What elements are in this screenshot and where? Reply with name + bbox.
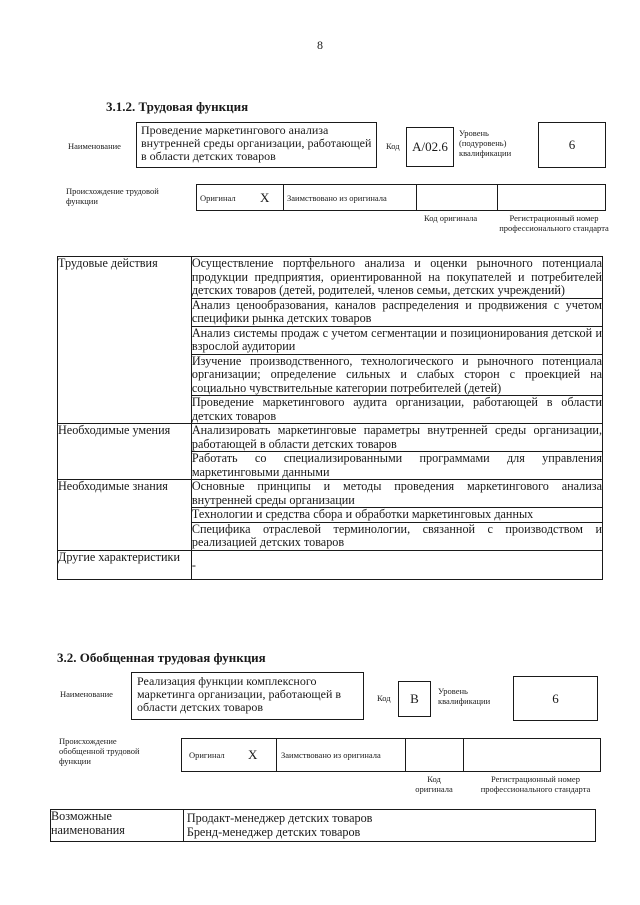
level-label: Уровень квалификации <box>438 686 491 706</box>
original-mark: X <box>248 747 258 762</box>
list-item: Анализ ценообразования, каналов распределения и продвижения с учетом специфики рынка детских товаров <box>191 297 602 325</box>
divider <box>283 185 284 210</box>
origin-label: Происхождение трудовой функции <box>66 186 159 206</box>
general-level-value <box>513 676 598 721</box>
list-item: Технологии и средства сбора и обработки маркетинговых данных <box>191 508 602 523</box>
list-item: - <box>191 550 602 579</box>
code-original-caption: Код оригинала <box>415 774 453 794</box>
list-item: Осуществление портфельного анализа и оценки рыночного потенциала продукции предприятия, ориентированной на покупателей и потребителей детских товаров (детей, родителей, членов семьи, детских учреждений) <box>191 256 602 297</box>
function-code <box>406 127 454 167</box>
list-item: Анализ системы продаж с учетом сегментации и позиционирования детской и взрослой аудитории <box>191 325 602 353</box>
table-row <box>58 550 603 579</box>
borrowed-label: Заимствовано из оригинала <box>287 193 387 203</box>
section-heading: 3.2. Обобщенная трудовая функция <box>57 650 266 665</box>
page-number: 8 <box>317 38 323 52</box>
divider <box>416 185 417 210</box>
origin-row <box>181 738 601 772</box>
list-item: Специфика отраслевой терминологии, связанной с производством и реализацией детских товаров <box>191 521 602 549</box>
section-heading: 3.1.2. Трудовая функция <box>106 99 249 114</box>
divider <box>276 739 277 771</box>
original-mark: X <box>260 190 270 205</box>
origin-row <box>196 184 606 211</box>
list-item: Продакт-менеджер детских товаров <box>186 811 373 825</box>
list-item: Анализировать маркетинговые параметры внутренней среды организации, работающей в области детских товаров <box>191 423 602 451</box>
divider <box>463 739 464 771</box>
general-function-code <box>398 681 431 717</box>
general-level-value-text: 6 <box>552 690 559 706</box>
level-value-text: 6 <box>568 137 576 152</box>
function-code-text: A/02.6 <box>412 139 448 154</box>
name-label: Наименование <box>68 141 121 151</box>
level-label: Уровень (подуровень) квалификации <box>459 128 512 158</box>
function-name-text: Проведение маркетингового анализа внутренней среды организации, работающей в области детских товаров <box>141 123 372 163</box>
code-original-caption: Код оригинала <box>424 213 478 223</box>
code-label: Код <box>386 141 400 151</box>
table-row <box>58 424 603 452</box>
possible-names-table <box>50 809 596 842</box>
borrowed-label: Заимствовано из оригинала <box>281 750 381 760</box>
original-label: Оригинал <box>200 193 236 203</box>
name-label: Наименование <box>60 689 113 699</box>
group-label: Трудовые действия <box>58 257 192 424</box>
general-function-code-text: B <box>410 691 419 706</box>
list-item: Основные принципы и методы проведения маркетингового анализа внутренней среды организации <box>191 479 602 507</box>
level-value <box>538 122 606 168</box>
group-label: Необходимые знания <box>58 480 192 551</box>
reg-number-caption: Регистрационный номер профессионального стандарта <box>499 213 609 233</box>
divider <box>497 185 498 210</box>
function-table <box>57 256 603 580</box>
group-label: Необходимые умения <box>58 424 192 480</box>
group-label: Другие характеристики <box>58 550 192 579</box>
general-function-name <box>131 672 364 720</box>
list-item: Бренд-менеджер детских товаров <box>186 824 361 839</box>
original-label: Оригинал <box>189 750 225 760</box>
divider <box>405 739 406 771</box>
function-name <box>136 122 377 168</box>
table-row <box>51 810 596 842</box>
code-label: Код <box>377 693 391 703</box>
table-row <box>58 480 603 508</box>
list-item: Проведение маркетингового аудита организации, работающей в области детских товаров <box>191 395 602 423</box>
reg-number-caption: Регистрационный номер профессионального стандарта <box>480 774 591 794</box>
general-function-name-text: Реализация функции комплексного маркетинга организации, работающей в области детских товаров <box>137 674 342 714</box>
origin-label: Происхождение обобщенной трудовой функции <box>59 736 140 766</box>
list-item: Изучение производственного, технологического и рыночного потенциала организации; определение сильных и слабых сторон с проекцией на социально чувствительные категории потребителей (детей) <box>191 353 602 395</box>
table-row <box>58 257 603 299</box>
possible-names-list <box>183 810 595 842</box>
possible-names-label: Возможные наименования <box>51 810 184 842</box>
list-item: Работать со специализированными программами для управления маркетинговыми данными <box>191 451 602 479</box>
